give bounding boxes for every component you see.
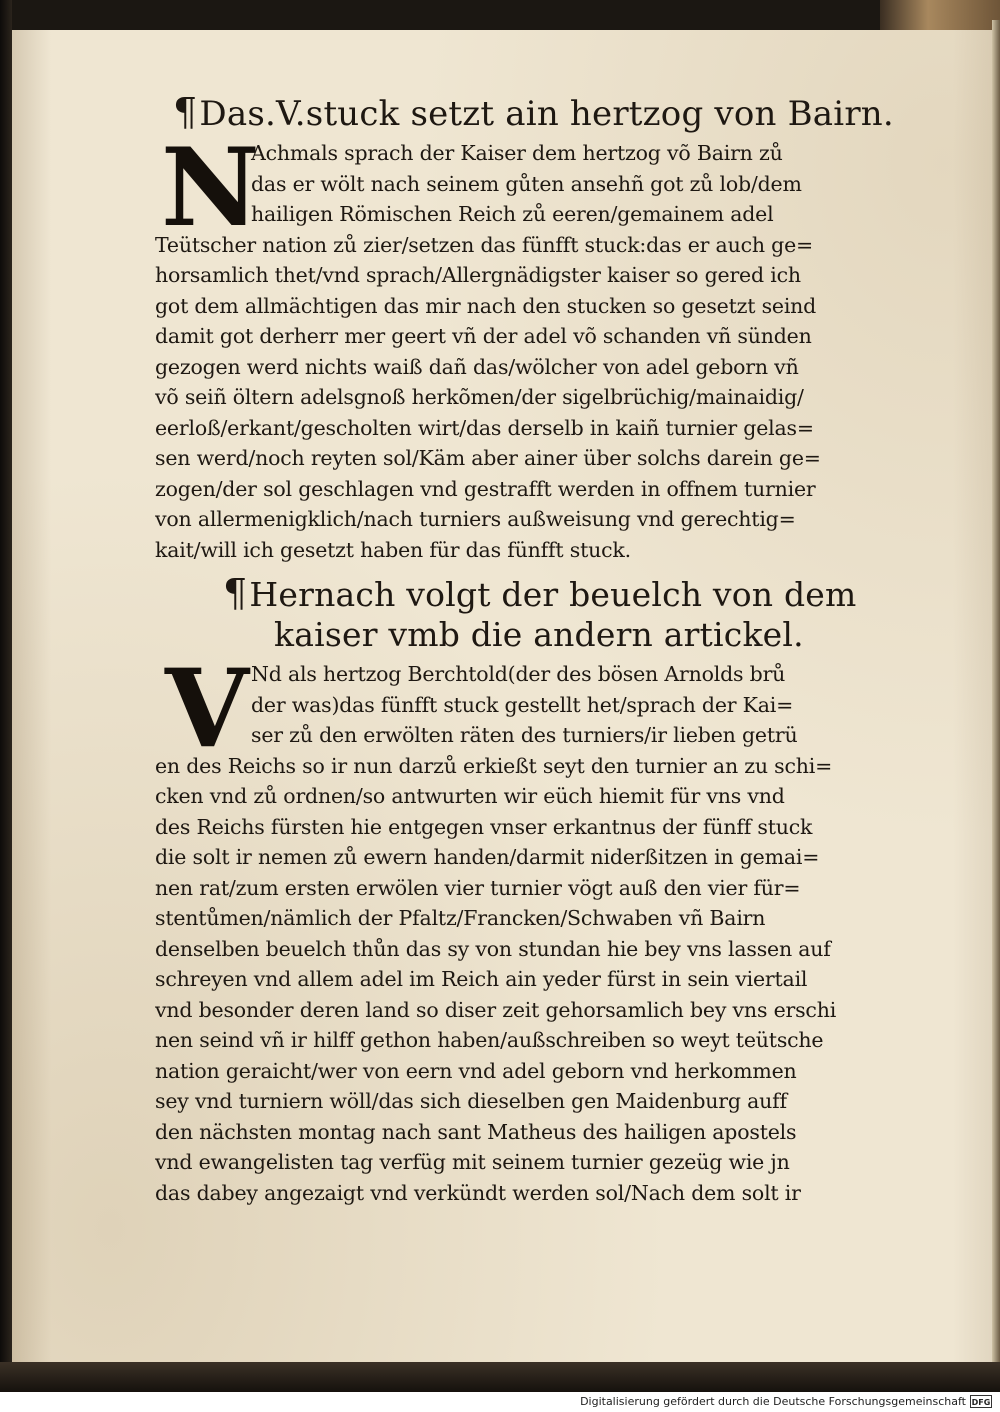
text-line: die solt ir nemen zů ewern handen/darmit niderßitzen in gemai= (155, 845, 820, 869)
book-top-edge (880, 0, 1000, 30)
text-line: nen seind vñ ir hilff gethon haben/außschreiben so weyt teütsche (155, 1028, 824, 1052)
text-line: schreyen vnd allem adel im Reich ain yeder fürst in sein viertail (155, 967, 808, 991)
text-line: stentůmen/nämlich der Pfaltz/Francken/Schwaben vñ Bairn (155, 906, 766, 930)
text-line: vnd besonder deren land so diser zeit gehorsamlich bey vns erschi (155, 997, 837, 1022)
text-line: der was)das fünfft stuck gestellt het/sprach der Kai= (251, 692, 794, 717)
paragraph-1 (155, 125, 915, 565)
text-line: en des Reichs so ir nun darzů erkießt seyt den turnier an zu schi= (155, 753, 833, 778)
heading-mandate-line-1: ¶Hernach volgt der beuelch von dem (223, 571, 857, 615)
text-line: das er wölt nach seinem gůten ansehñ got zů lob/dem (251, 171, 802, 196)
text-line: sen werd/noch reyten sol/Käm aber ainer über solchs darein ge= (155, 446, 821, 470)
paragraph-2 (155, 646, 915, 1208)
text-line: horsamlich thet/vnd sprach/Allergnädigster kaiser so gered ich (155, 263, 801, 287)
book-page (12, 30, 992, 1362)
text-line: got dem allmächtigen das mir nach den stucken so gesetzt seind (155, 293, 817, 318)
book-bottom-edge (0, 1362, 1000, 1392)
funding-credit: Digitalisierung gefördert durch die Deutsche Forschungsgemeinschaft (580, 1395, 966, 1408)
paragraph-1-lines (155, 125, 915, 565)
heading-mandate-line-2: kaiser vmb die andern artickel. (274, 615, 804, 654)
text-line: sey vnd turniern wöll/das sich dieselben gen Maidenburg auff (155, 1089, 787, 1113)
text-line: das dabey angezaigt vnd verkündt werden sol/Nach dem solt ir (155, 1180, 801, 1205)
text-line: ser zů den erwölten räten des turniers/ir lieben getrü (251, 723, 798, 747)
text-line: gezogen werd nichts waiß dañ das/wölcher von adel geborn vñ (155, 354, 799, 379)
drop-cap-initial: N (161, 125, 260, 251)
pilcrow-icon: ¶ (223, 571, 248, 615)
heading-chapter-5: ¶Das.V.stuck setzt ain hertzog von Bairn. (173, 90, 894, 134)
text-line: hailigen Römischen Reich zů eeren/gemainem adel (251, 202, 774, 226)
text-block (155, 92, 915, 1208)
dfg-logo: DFG (970, 1395, 992, 1408)
text-line: vnd ewangelisten tag verfüg mit seinem turnier gezeüg wie jn (155, 1150, 790, 1174)
text-line: eerloß/erkant/gescholten wirt/das derselb in kaiñ turnier gelas= (155, 415, 814, 440)
text-line: nation geraicht/wer von eern vnd adel geborn vnd herkommen (155, 1058, 797, 1083)
text-line: kait/will ich gesetzt haben für das fünfft stuck. (155, 537, 631, 562)
text-line: des Reichs fürsten hie entgegen vnser erkantnus der fünff stuck (155, 814, 813, 839)
text-line: Achmals sprach der Kaiser dem hertzog võ Bairn zů (251, 141, 783, 165)
paragraph-2-lines (155, 646, 915, 1208)
text-line: damit got derherr mer geert vñ der adel võ schanden vñ sünden (155, 324, 812, 348)
page-fore-edge (992, 20, 1000, 1392)
footer-bar (0, 1392, 1000, 1412)
book-gutter (0, 0, 12, 1392)
text-line: nen rat/zum ersten erwölen vier turnier vögt auß den vier für= (155, 875, 801, 900)
heading-mandate (155, 573, 915, 655)
text-line: denselben beuelch thůn das sy von stundan hie bey vns lassen auf (155, 936, 831, 961)
drop-cap-initial: V (165, 646, 249, 772)
text-line: von allermenigklich/nach turniers außweisung vnd gerechtig= (155, 507, 796, 531)
pilcrow-icon: ¶ (173, 90, 198, 134)
text-line: den nächsten montag nach sant Matheus des hailigen apostels (155, 1119, 797, 1144)
text-line: Nd als hertzog Berchtold(der des bösen Arnolds brů (251, 662, 786, 686)
text-line: võ seiñ öltern adelsgnoß herkõmen/der sigelbrüchig/mainaidig/ (155, 385, 804, 409)
text-line: cken vnd zů ordnen/so antwurten wir eüch hiemit für vns vnd (155, 784, 785, 808)
text-line: Teütscher nation zů zier/setzen das fünfft stuck:das er auch ge= (155, 232, 814, 257)
text-line: zogen/der sol geschlagen vnd gestrafft werden in offnem turnier (155, 476, 816, 501)
